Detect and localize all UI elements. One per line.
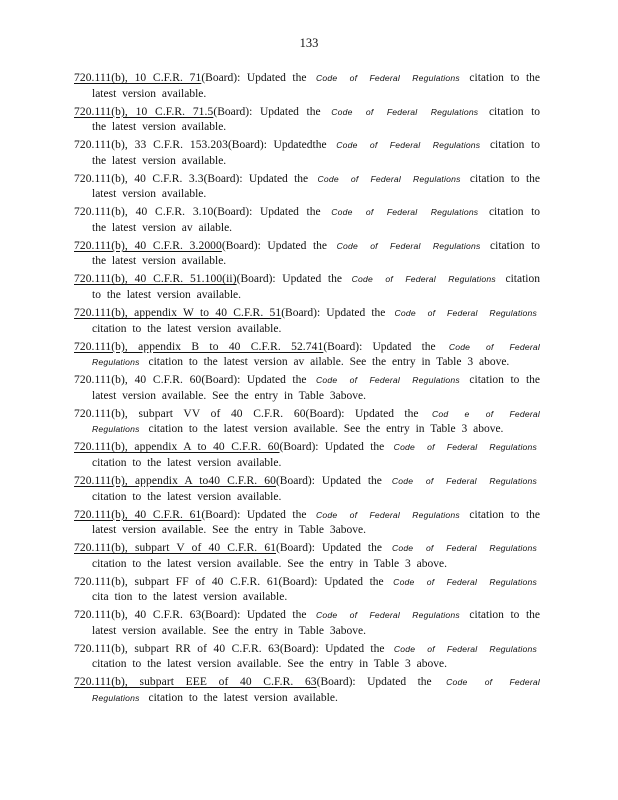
- entry-text: Updated the: [282, 273, 342, 286]
- board-label: (Board):: [201, 72, 241, 84]
- citation-entry: [74, 608, 540, 639]
- entry-text: Updated the: [325, 642, 385, 655]
- citation-entry: [74, 272, 540, 303]
- cfr-title: Code of Federal Regulations: [393, 442, 538, 453]
- board-label: (Board):: [213, 105, 253, 118]
- entry-text: Updated the: [326, 307, 386, 320]
- citation-entry: [74, 71, 540, 102]
- entry-text: Updated the: [321, 542, 382, 555]
- page-number: 133: [299, 36, 319, 50]
- citation-reference: 720.111(b), appendix B to 40 C.F.R. 52.741: [74, 340, 324, 353]
- entry-text: cita tion to the latest version available.: [92, 591, 288, 604]
- entry-text: citation to the latest version available.: [92, 490, 282, 503]
- entry-text: Updated the: [246, 508, 307, 521]
- board-label: (Board):: [281, 307, 321, 320]
- cfr-title: Code of Federal Regulations: [336, 140, 481, 151]
- board-label: (Board):: [203, 172, 243, 185]
- entries-list: [74, 71, 540, 709]
- board-label: (Board):: [201, 374, 241, 387]
- entry-text: citation to the latest version av ailable.: [92, 206, 541, 234]
- entry-text: Updatedthe: [273, 139, 327, 152]
- citation-reference: 720.111(b), appendix W to 40 C.F.R. 51: [74, 307, 282, 320]
- citation-reference: 720.111(b), 40 C.F.R. 51.100(ii): [74, 273, 237, 286]
- citation-reference: 720.111(b), appendix A to 40 C.F.R. 60: [74, 441, 280, 454]
- citation-entry: [74, 205, 540, 236]
- board-label: (Board):: [278, 575, 318, 588]
- cfr-title: Code of Federal Regulations: [393, 643, 538, 654]
- board-label: (Board):: [279, 441, 319, 454]
- citation-reference: 720.111(b), appendix A to40 C.F.R. 60: [74, 474, 276, 487]
- entry-text: Updated the: [321, 474, 382, 487]
- board-label: (Board):: [227, 139, 267, 152]
- board-label: (Board):: [275, 474, 315, 487]
- citation-entry: [74, 541, 540, 572]
- entry-text: citation to the latest version available.: [92, 239, 541, 268]
- citation-reference: 720.111(b), 40 C.F.R. 63: [74, 609, 202, 622]
- entry-text: Updated the: [355, 407, 419, 420]
- cfr-title: Code of Federal Regulations: [316, 610, 460, 621]
- citation-entry: [74, 407, 540, 438]
- entry-text: citation to the latest version available. See the entry in Table 3above.: [92, 609, 541, 637]
- entry-text: citation to the latest version available.: [92, 139, 541, 167]
- citation-reference: 720.111(b), 40 C.F.R. 61: [74, 508, 202, 521]
- entry-text: citation to the latest version available.: [92, 322, 282, 335]
- citation-reference: 720.111(b), subpart RR of 40 C.F.R. 63: [74, 642, 280, 655]
- citation-entry: [74, 373, 540, 404]
- entry-text: citation to the latest version available. See the entry in Table 3 above.: [92, 658, 447, 671]
- entry-text: Updated the: [267, 239, 327, 252]
- citation-reference: 720.111(b), 40 C.F.R. 3.3: [74, 172, 204, 185]
- entry-text: Updated the: [259, 206, 321, 219]
- board-label: (Board):: [201, 609, 241, 622]
- board-label: (Board):: [221, 239, 261, 252]
- citation-entry: [74, 642, 540, 673]
- entry-text: Updated the: [324, 441, 385, 454]
- citation-reference: 720.111(b), 40 C.F.R. 3.2000: [74, 239, 222, 252]
- cfr-title: Code of Federal Regulations: [393, 576, 537, 587]
- cfr-title: Code of Federal Regulations: [92, 341, 541, 368]
- citation-entry: [74, 575, 540, 606]
- cfr-title: Code of Federal Regulations: [394, 308, 537, 319]
- citation-reference: 720.111(b), 40 C.F.R. 60: [74, 374, 202, 387]
- cfr-title: Code of Federal Regulations: [331, 207, 479, 218]
- citation-entry: [74, 340, 540, 371]
- cfr-title: Cod e of Federal Regulations: [92, 408, 541, 435]
- entry-text: citation to the latest version available. See the entry in Table 3above.: [92, 374, 541, 402]
- board-label: (Board):: [279, 642, 319, 655]
- citation-reference: 720.111(b), 40 C.F.R. 3.10: [74, 206, 214, 219]
- board-label: (Board):: [236, 273, 276, 286]
- entry-text: Updated the: [259, 105, 321, 118]
- board-label: (Board):: [213, 206, 253, 219]
- entry-text: Updated the: [246, 374, 307, 387]
- entry-text: Updated the: [246, 609, 307, 622]
- cfr-title: Code of Federal Regulations: [316, 509, 460, 520]
- cfr-title: Code of Federal Regulations: [336, 240, 481, 251]
- citation-reference: 720.111(b), subpart FF of 40 C.F.R. 61: [74, 575, 279, 588]
- cfr-title: Code of Federal Regulations: [317, 173, 461, 184]
- citation-entry: [74, 239, 540, 270]
- entry-text: citation to the latest version available.: [92, 105, 541, 134]
- entry-text: citation to the latest version available. See the entry in Table 3 above.: [92, 557, 447, 570]
- cfr-title: Code of Federal Regulations: [391, 543, 537, 554]
- citation-reference: 720.111(b), 33 C.F.R. 153.203: [74, 139, 228, 152]
- entry-text: citation to the latest version av ailable. See the entry in Table 3 above.: [148, 356, 510, 369]
- cfr-title: Code of Federal Regulations: [316, 375, 460, 386]
- citation-reference: 720.111(b), subpart EEE of 40 C.F.R. 63: [74, 676, 317, 689]
- citation-entry: [74, 172, 540, 203]
- citation-reference: 720.111(b), subpart V of 40 C.F.R. 61: [74, 542, 277, 555]
- entry-text: Updated the: [246, 72, 307, 84]
- cfr-title: Code of Federal Regulations: [331, 106, 479, 117]
- citation-entry: [74, 440, 540, 471]
- citation-entry: [74, 138, 540, 169]
- cfr-title: Code of Federal Regulations: [316, 73, 460, 83]
- citation-entry: [74, 508, 540, 539]
- entry-text: citation to the latest version available.: [92, 456, 282, 469]
- entry-text: citation to the latest version available.: [92, 72, 541, 100]
- entry-text: citation to the latest version available.: [92, 172, 541, 201]
- board-label: (Board):: [323, 340, 363, 353]
- board-label: (Board):: [316, 676, 356, 689]
- entry-text: citation to the latest version available.: [92, 273, 540, 302]
- entry-text: Updated the: [248, 172, 309, 185]
- board-label: (Board):: [276, 542, 316, 555]
- citation-reference: 720.111(b), 10 C.F.R. 71.5: [74, 105, 214, 118]
- citation-entry: [74, 306, 540, 337]
- board-label: (Board):: [201, 508, 241, 521]
- citation-entry: [74, 474, 540, 505]
- entry-text: Updated the: [372, 340, 436, 353]
- citation-entry: [74, 675, 540, 706]
- board-label: (Board):: [305, 407, 345, 420]
- citation-entry: [74, 105, 540, 136]
- cfr-title: Code of Federal Regulations: [92, 677, 541, 703]
- entry-text: citation to the latest version available.: [148, 692, 338, 704]
- entry-text: citation to the latest version available. See the entry in Table 3 above.: [148, 423, 504, 436]
- entry-text: citation to the latest version available. See the entry in Table 3above.: [92, 508, 541, 537]
- cfr-title: Code of Federal Regulations: [391, 475, 537, 486]
- cfr-title: Code of Federal Regulations: [351, 274, 496, 285]
- entry-text: Updated the: [324, 575, 384, 588]
- citation-reference: 720.111(b), 10 C.F.R. 71: [74, 72, 202, 84]
- citation-reference: 720.111(b), subpart VV of 40 C.F.R. 60: [74, 407, 306, 420]
- entry-text: Updated the: [367, 676, 432, 689]
